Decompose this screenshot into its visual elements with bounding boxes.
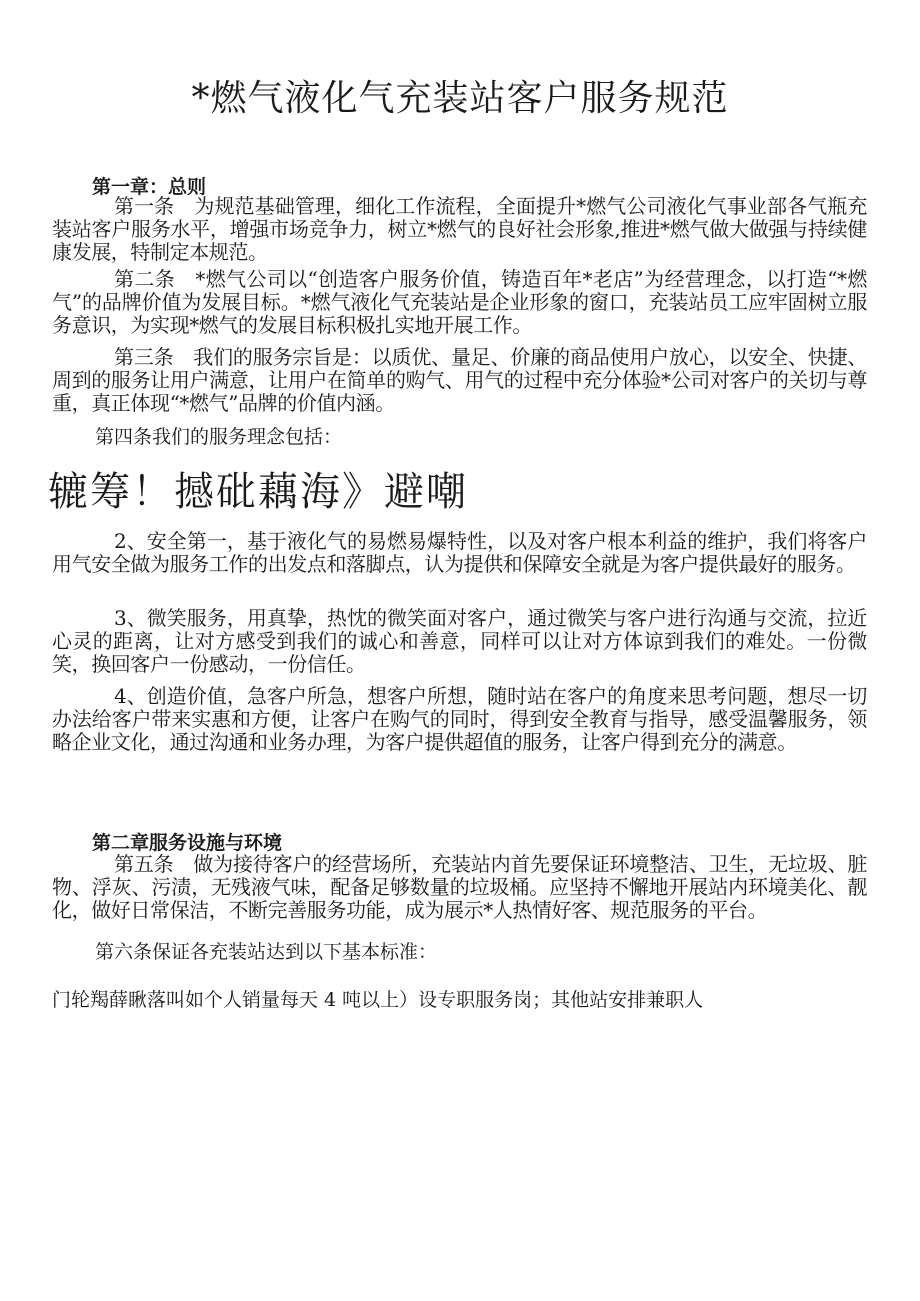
article-5: 第五条 做为接待客户的经营场所，充装站内首先要保证环境整洁、卫生，无垃圾、脏物、浮灰、污渍，无残液气味，配备足够数量的垃圾桶。应坚持不懈地开展站内环境美化、靓化，做好日常保洁，不断完善服务功能，成为展示*人热情好客、规范服务的平台。 [52, 852, 867, 922]
principle-item-3: 3、微笑服务，用真挚，热忱的微笑面对客户，通过微笑与客户进行沟通与交流，拉近心灵的距离，让对方感受到我们的诚心和善意，同样可以让对方体谅到我们的难处。一份微笑，换回客户一份感动，一份信任。 [52, 606, 867, 676]
chapter-2-heading: 第二章服务设施与环境 [92, 832, 283, 854]
document-title: *燃气液化气充装站客户服务规范 [191, 78, 729, 119]
article-6: 第六条保证各充装站达到以下基本标准： [95, 941, 438, 963]
article-4: 第四条我们的服务理念包括： [95, 426, 343, 448]
principle-item-4: 4、创造价值，急客户所急，想客户所想，随时站在客户的角度来思考问题，想尽一切办法给客户带来实惠和方便，让客户在购气的同时，得到安全教育与指导，感受温馨服务，领略企业文化，通过沟通和业务办理，为客户提供超值的服务，让客户得到充分的满意。 [52, 684, 867, 754]
standard-line: 门轮羯薛瞅落叫如个人销量每天 4 吨以上）设专职服务岗；其他站安排兼职人 [52, 989, 704, 1011]
principle-item-2: 2、安全第一，基于液化气的易燃易爆特性，以及对客户根本利益的维护，我们将客户用气安全做为服务工作的出发点和落脚点，认为提供和保障安全就是为客户提供最好的服务。 [52, 529, 867, 576]
article-2: 第二条 *燃气公司以“创造客户服务价值，铸造百年*老店”为经营理念，以打造“*燃气”的品牌价值为发展目标。*燃气液化气充装站是企业形象的窗口，充装站员工应牢固树立服务意识，为实现*燃气的发展目标积极扎实地开展工作。 [52, 267, 867, 337]
article-3: 第三条 我们的服务宗旨是：以质优、量足、价廉的商品使用户放心，以安全、快捷、周到的服务让用户满意，让用户在简单的购气、用气的过程中充分体验*公司对客户的关切与尊重，真正体现“*燃气”品牌的价值内涵。 [52, 345, 867, 415]
garbled-line: 辘筹！撼砒藕海》避嘲 [48, 469, 468, 515]
chapter-1-heading: 第一章：总则 [92, 176, 207, 198]
article-1: 第一条 为规范基础管理，细化工作流程，全面提升*燃气公司液化气事业部各气瓶充装站客户服务水平，增强市场竞争力，树立*燃气的良好社会形象,推进*燃气做大做强与持续健康发展，特制定本规范。 [52, 194, 867, 264]
